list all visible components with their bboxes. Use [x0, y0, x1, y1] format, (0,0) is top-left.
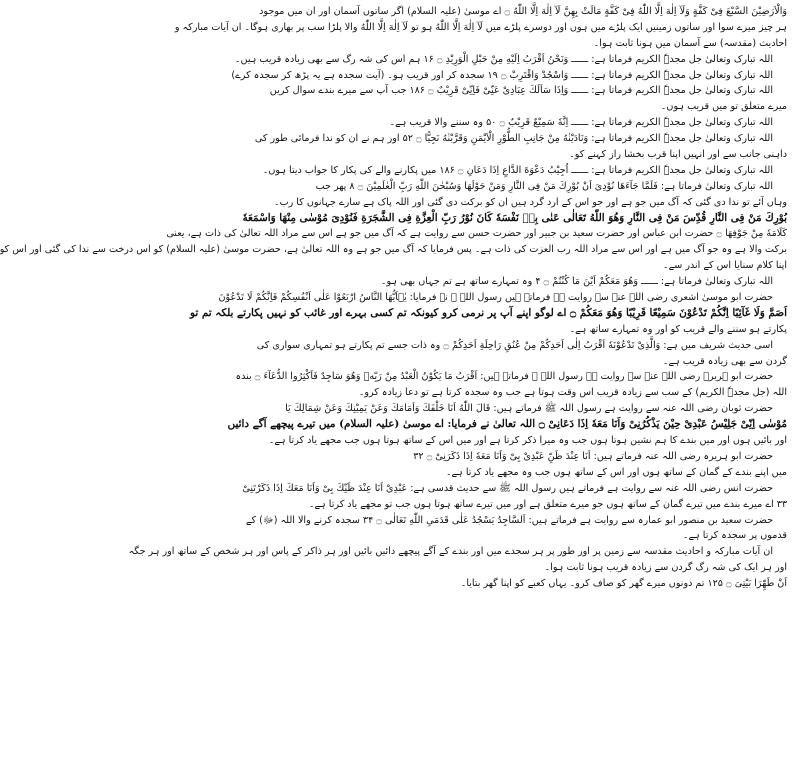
- text-line: اسی حدیث شریف میں ہے: وَالَّذِىْ تَدْعُوْنَهٗ اَقْرَبُ اِلٰى اَحَدِكُمْ مِنْ عُنُقِ رَاحِلَةِ اَحَدِكُمْ ۝ وہ ذات جسے تم پکارتے ہو تمہاری سواری کی: [256, 339, 773, 351]
- text-line: اللہ تبارک وتعالیٰ جل مجدہٗ الکریم فرماتا ہے: ــــــ وَاسْجُدْ وَاقْتَرِبْ ۝ ۱۹ سجدہ کر اور قریب ہو۔ (آیت سجدہ ہے یہ پڑھ کر سجدہ کرے): [231, 69, 773, 81]
- text-line: اللہ تبارک وتعالیٰ فرماتا ہے: ــــــ وَهُوَ مَعَكُمْ اَيْنَ مَا كُنْتُمْ ۝ ۴ وہ تمہارے ساتھ ہے تم جہاں بھی ہو۔: [380, 276, 773, 288]
- text-line: حضرت انس رضی اللہ عنہ سے روایت ہے فرماتے ہیں رسول اللہ ﷺ سے حدیث قدسی ہے: عَبْدِىْ اَنَا عِنْدَ ظَنِّكَ بِىْ وَاَنَا مَعَكَ اِذَا ذَكَرْتَنِىْ: [242, 482, 773, 494]
- text-line: گردن سے بھی زیادہ قریب ہے۔: [662, 355, 787, 367]
- text-line: اللہ تبارک وتعالیٰ فرماتا ہے: فَلَمَّا جَآءَهَا نُوْدِىَ اَنْ بُوْرِكَ مَنْ فِى النَّارِ وَمَنْ حَوْلَهَا وَسُبْحٰنَ اللّٰهِ رَبِّ الْعٰلَمِيْنَ ۝ ۸ پھر جب: [315, 180, 773, 192]
- text-line: داہنی جانب سے اور انہیں اپنا قرب بخشا راز کہنے کو۔: [569, 149, 787, 161]
- text-line: اور ہر ایک کی شہ رگ گردن سے زیادہ قریب ہونا ثابت ہوا۔: [544, 562, 787, 574]
- text-line: اللہ تبارک وتعالیٰ جل مجدہٗ الکریم فرماتا ہے: ــــــ وَاِذَا سَاَلَكَ عِبَادِىْ عَنِّىْ فَاِنِّىْ قَرِيْبٌ ۝ ۱۸۶ جب آپ سے میرے بندے سوال کریں: [269, 85, 773, 97]
- text-line: برکت والا ہے وہ جو آگ میں ہے اور اس سے مراد اللہ رب العزت کی ذات ہے۔ پس فرمایا کہ آگ میں جو ہے وہ اللہ تعالیٰ ہے، حضرت موسیٰ (علیہ السلام) کو اس درخت سے ندا کی گئی اور اس کو: [0, 244, 787, 256]
- text-line: اللہ تبارک وتعالیٰ جل مجدہٗ الکریم فرماتا ہے: ــــــ اِنَّهٗ سَمِيْعٌ قَرِيْبٌ ۝ ۵۰ وہ سننے والا قریب ہے۔: [389, 117, 773, 129]
- text-line: حضرت ابو ہریرہ رضی اللہ عنہ سے روایت ہے رسول اللہ ﷺ فرماتے ہیں: اَقْرَبُ مَا يَكُوْنُ الْعَبْدُ مِنْ رَبِّهٖ وَهُوَ سَاجِدٌ فَاَكْثِرُوا الدُّعَآءَ ۝ بندہ: [235, 371, 773, 383]
- text-line: میرے متعلق تو میں قریب ہوں۔: [660, 101, 787, 113]
- text-line: حضرت سعید بن منصور ابو عمارہ سے روایت ہے فرماتے ہیں: اَلسَّاجِدُ يَسْجُدُ عَلٰى قَدَمَىِ اللّٰهِ تَعَالٰى ۝ ۳۴ سجدہ کرنے والا اللہ (ﷻ) کے: [245, 514, 773, 526]
- text-line: اللہ تبارک وتعالیٰ جل مجدہٗ الکریم فرماتا ہے: ــــــ اُجِيْبُ دَعْوَةَ الدَّاعِ اِذَا دَعَانِ ۝ ۱۸۶ میں پکارنے والے کی پکار کا جواب دیتا ہوں۔: [262, 164, 773, 176]
- text-line: اللہ (جل مجدہٗ الکریم) کے سب سے زیادہ قریب اس وقت ہوتا ہے جب وہ سجدہ کرتا ہے تو دعا زیادہ کرو۔: [358, 387, 787, 399]
- text-line: میں اپنے بندے کے گمان کے ساتھ ہوں اور اس کے ساتھ ہوں جب وہ مجھے یاد کرتا ہے۔: [445, 466, 787, 478]
- text-line: اَنْ طَهِّرَا بَيْتِىَ ۝ ۱۲۵ تم دونوں میرے گھر کو صاف کرو۔ یہاں کعبے کو اپنا گھر بتایا۔: [460, 578, 787, 590]
- text-line: اللہ تبارک وتعالیٰ جل مجدہٗ الکریم فرماتا ہے: وَنَادَيْنٰهُ مِنْ جَانِبِ الطُّوْرِ الْاَيْمَنِ وَقَرَّبْنٰهُ نَجِيًّا ۝ ۵۲ اور ہم نے ان کو ندا فرمائی طور کی: [254, 133, 773, 145]
- text-line: ہر چیز میرے سوا اور ساتوں زمینیں ایک پلڑے میں ہوں اور دوسرے پلڑے میں لَآ اِلٰهَ اِلَّا اللّٰهُ ہو تو لَآ اِلٰهَ اِلَّا اللّٰهُ والا پلڑا سب پر بھاری ہوگا۔ ان آیات مبارکہ و: [174, 21, 787, 33]
- text-line: ۳۳ اے میرے بندے میں تیرے گمان کے ساتھ ہوں جو میرے متعلق ہے اور میں تیرے ساتھ ہوتا ہوں جب تو مجھے یاد کرتا ہے۔: [308, 498, 787, 510]
- quran-line: اَصَمَّ وَلَا غَآئِبًا اِنَّكُمْ تَدْعُوْنَ سَمِيْعًا قَرِيْبًا وَهُوَ مَعَكُمْ ۝ اے لوگو اپنے آپ پر نرمی کرو کیونکہ تم کسی بہرے اور غائب کو نہیں پکارتے بلکہ تم تو: [189, 306, 787, 319]
- quran-line: بُوْرِكَ مَنْ فِى النَّارِ قُدِّسَ مَنْ فِى النَّارِ وَهُوَ اللّٰهُ تَعَالٰى عَنٰى بِهٖ نَفْسَهٗ كَانَ نُوْرُ رَبِّ الْعِزَّةِ فِى الشَّجَرَةِ فَنُوْدِىَ مُوْسٰى مِنْهَا وَاسْمَعَهٗ: [242, 211, 787, 224]
- text-line: وہاں آئے تو ندا دی گئی کہ آگ میں جو ہے اور جو اس کے ارد گرد ہیں ان کو برکت دی گئی اور اللہ پاک ہے سارے جہانوں کا رب۔: [273, 196, 787, 208]
- text-line: اللہ تبارک وتعالیٰ جل مجدہٗ الکریم فرماتا ہے: ــــــ وَنَحْنُ اَقْرَبُ اِلَيْهِ مِنْ حَبْلِ الْوَرِيْدِ ۝ ۱۶ ہم اس کی شہ رگ سے بھی زیادہ قریب ہیں۔: [234, 53, 773, 65]
- text-line: ان آیات مبارکہ و احادیث مقدسہ سے زمین پر اور طور پر ہر سجدے میں اور بندے کے آگے پیچھے دائیں بائیں اور ہر ذاکر کے پاس اور ہر شخص کے ساتھ اور ہر جگہ: [128, 546, 773, 558]
- text-line: كَلَامَهٗ مِنْ جَوْفِهَا ۝ حضرت ابن عباس اور حضرت سعید بن جبیر اور حضرت حسن سے روایت ہے کہ آگ میں جو ہے اس سے مراد اللہ تعالیٰ کی ذات ہے، یعنی: [166, 228, 787, 240]
- text-line: قدموں پر سجدہ کرتا ہے۔: [682, 530, 787, 542]
- text-line: وَالْاَرَضِيْنَ السَّبْعَ فِىْ كَفَّةٍ وَلَآ اِلٰهَ اِلَّا اللّٰهُ فِىْ كَفَّةٍ مَالَتْ بِهِنَّ لَآ اِلٰهَ اِلَّا اللّٰهُ ۝ اے موسیٰ (علیہ السلام) اگر ساتوں آسمان اور ان میں موجود: [259, 6, 787, 17]
- text-line: حضرت ثوبان رضی اللہ عنہ سے روایت ہے رسول اللہ ﷺ فرماتے ہیں: قَالَ اللّٰهُ اَنَا خَلْفَكَ وَاَمَامَكَ وَعَنْ يَمِيْنِكَ وَعَنْ شِمَالِكَ يَا: [285, 403, 773, 415]
- document-body: [0, 4, 787, 592]
- text-line: اپنا کلام سنایا اس کے اندر سے۔: [663, 260, 787, 272]
- text-line: احادیث (مقدسہ) سے آسمان میں ہونا ثابت ہوا۔: [593, 37, 787, 49]
- text-line: اور بائیں ہوں اور میں بندے کا ہم نشین ہوتا ہوں جب وہ میرا ذکر کرتا ہے اور میں اس کے ساتھ ہوتا ہوں جب مجھے یاد کرتا ہے۔: [268, 435, 787, 447]
- quran-line: مُوْسٰى اِنِّىْ جَلِيْسُ عَبْدِىْ حِيْنَ يَذْكُرُنِىْ وَاَنَا مَعَهٗ اِذَا دَعَانِىْ ۝ اللہ تعالیٰ نے فرمایا: اے موسیٰ (علیہ السلام) میں تیرے پیچھے آگے دائیں: [227, 418, 787, 431]
- text-line: حضرت ابو ہریرہ رضی اللہ عنہ فرماتے ہیں: اَنَا عِنْدَ ظَنِّ عَبْدِىْ بِىْ وَاَنَا مَعَهٗ اِذَا ذَكَرَنِىْ ۝ ۳۲: [413, 450, 773, 462]
- text-line: حضرت ابو موسیٰ اشعری رضی اللہ عنہ سے روایت ہے فرماتے ہیں رسول اللہ ﷺ نے فرمایا: يٰۤاَيُّهَا النَّاسُ ارْبَعُوْا عَلٰى اَنْفُسِكُمْ فَاِنَّكُمْ لَا تَدْعُوْنَ: [218, 292, 773, 304]
- text-line: پکارتے ہو سننے والے قریب کو اور وہ تمہارے ساتھ ہے۔: [569, 323, 787, 335]
